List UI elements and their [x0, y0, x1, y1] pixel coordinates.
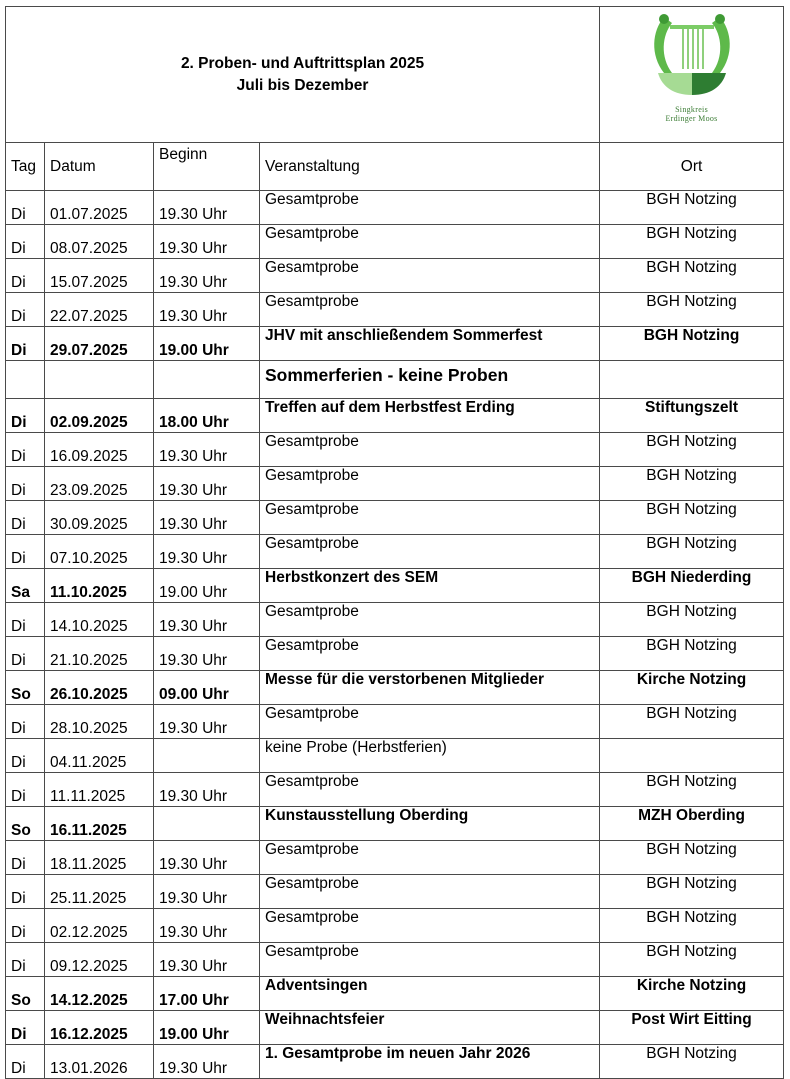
cell-veranstaltung: Gesamtprobe: [260, 841, 600, 875]
cell-veranstaltung: Treffen auf dem Herbstfest Erding: [260, 399, 600, 433]
cell-tag: Di: [6, 1011, 45, 1045]
cell-veranstaltung: Kunstausstellung Oberding: [260, 807, 600, 841]
cell-beginn: 19.30 Uhr: [154, 875, 260, 909]
title-cell: [6, 7, 600, 143]
cell-beginn: 17.00 Uhr: [154, 977, 260, 1011]
table-row: [6, 977, 784, 1011]
cell-veranstaltung: Gesamtprobe: [260, 535, 600, 569]
table-row: [6, 1045, 784, 1079]
cell-datum: 26.10.2025: [45, 671, 154, 705]
cell-veranstaltung: Gesamtprobe: [260, 433, 600, 467]
cell-ort: BGH Notzing: [600, 191, 784, 225]
cell-datum: 09.12.2025: [45, 943, 154, 977]
cell-tag: Di: [6, 535, 45, 569]
cell-beginn: 09.00 Uhr: [154, 671, 260, 705]
header-datum: Datum: [45, 143, 154, 191]
logo-cell: [600, 7, 784, 143]
table-row: [6, 467, 784, 501]
schedule-table: [5, 6, 784, 1079]
table-row: [6, 501, 784, 535]
document-title: 2. Proben- und Auftrittsplan 2025: [180, 54, 425, 72]
cell-veranstaltung: Gesamtprobe: [260, 501, 600, 535]
cell-datum: 22.07.2025: [45, 293, 154, 327]
table-row: [6, 671, 784, 705]
cell-tag: Di: [6, 259, 45, 293]
cell-tag: Di: [6, 909, 45, 943]
cell-beginn: 19.30 Uhr: [154, 191, 260, 225]
cell-ort: BGH Notzing: [600, 293, 784, 327]
cell-ort: BGH Notzing: [600, 875, 784, 909]
table-row: [6, 1011, 784, 1045]
cell-tag: Di: [6, 943, 45, 977]
cell-veranstaltung: Weihnachtsfeier: [260, 1011, 600, 1045]
table-row: [6, 637, 784, 671]
cell-datum: 07.10.2025: [45, 535, 154, 569]
cell-tag: Di: [6, 501, 45, 535]
cell-datum: 13.01.2026: [45, 1045, 154, 1079]
cell-tag: So: [6, 671, 45, 705]
cell-veranstaltung: Gesamtprobe: [260, 705, 600, 739]
table-row: [6, 773, 784, 807]
cell-tag: Di: [6, 327, 45, 361]
cell-datum: 01.07.2025: [45, 191, 154, 225]
cell-veranstaltung: Gesamtprobe: [260, 293, 600, 327]
cell-veranstaltung: Gesamtprobe: [260, 909, 600, 943]
cell-ort: [600, 739, 784, 773]
cell-tag: Di: [6, 225, 45, 259]
table-row: [6, 433, 784, 467]
cell-veranstaltung: Adventsingen: [260, 977, 600, 1011]
cell-datum: 28.10.2025: [45, 705, 154, 739]
logo-text: [605, 105, 778, 123]
cell-beginn: 19.30 Uhr: [154, 909, 260, 943]
cell-tag: Di: [6, 467, 45, 501]
cell-ort: BGH Notzing: [600, 467, 784, 501]
header-veranstaltung: Veranstaltung: [260, 143, 600, 191]
cell-datum: 02.12.2025: [45, 909, 154, 943]
cell-beginn: 19.30 Uhr: [154, 943, 260, 977]
cell-beginn: 19.30 Uhr: [154, 433, 260, 467]
cell-ort: Post Wirt Eitting: [600, 1011, 784, 1045]
cell-datum: 16.11.2025: [45, 807, 154, 841]
cell-veranstaltung: Gesamtprobe: [260, 225, 600, 259]
cell-datum: 23.09.2025: [45, 467, 154, 501]
cell-datum: 29.07.2025: [45, 327, 154, 361]
cell-veranstaltung: Gesamtprobe: [260, 191, 600, 225]
cell-ort: BGH Notzing: [600, 773, 784, 807]
cell-datum: 02.09.2025: [45, 399, 154, 433]
cell-beginn: 18.00 Uhr: [154, 399, 260, 433]
title-row: [6, 7, 784, 143]
cell-beginn: 19.30 Uhr: [154, 467, 260, 501]
cell-ort: [600, 361, 784, 399]
table-row: [6, 875, 784, 909]
table-row: [6, 807, 784, 841]
cell-tag: Di: [6, 875, 45, 909]
cell-ort: MZH Oberding: [600, 807, 784, 841]
cell-ort: BGH Notzing: [600, 841, 784, 875]
cell-beginn: [154, 739, 260, 773]
cell-beginn: [154, 807, 260, 841]
cell-datum: 11.11.2025: [45, 773, 154, 807]
cell-tag: Di: [6, 399, 45, 433]
cell-datum: [45, 361, 154, 399]
table-row: [6, 361, 784, 399]
table-row: [6, 191, 784, 225]
table-row: [6, 909, 784, 943]
table-row: [6, 259, 784, 293]
cell-tag: [6, 361, 45, 399]
cell-beginn: 19.30 Uhr: [154, 535, 260, 569]
cell-tag: Di: [6, 433, 45, 467]
cell-beginn: 19.00 Uhr: [154, 1011, 260, 1045]
cell-veranstaltung: Herbstkonzert des SEM: [260, 569, 600, 603]
cell-veranstaltung: Gesamtprobe: [260, 603, 600, 637]
cell-beginn: 19.30 Uhr: [154, 603, 260, 637]
cell-veranstaltung: Gesamtprobe: [260, 943, 600, 977]
cell-ort: BGH Notzing: [600, 433, 784, 467]
table-row: [6, 603, 784, 637]
cell-beginn: [154, 361, 260, 399]
cell-beginn: 19.00 Uhr: [154, 327, 260, 361]
logo-line1: Singkreis: [675, 105, 708, 114]
cell-tag: Di: [6, 739, 45, 773]
cell-ort: BGH Notzing: [600, 501, 784, 535]
cell-beginn: 19.30 Uhr: [154, 501, 260, 535]
cell-ort: BGH Notzing: [600, 259, 784, 293]
header-row: [6, 143, 784, 191]
cell-datum: 30.09.2025: [45, 501, 154, 535]
cell-ort: BGH Niederding: [600, 569, 784, 603]
cell-beginn: 19.30 Uhr: [154, 293, 260, 327]
table-row: [6, 841, 784, 875]
cell-veranstaltung: Gesamtprobe: [260, 467, 600, 501]
table-row: [6, 225, 784, 259]
cell-datum: 18.11.2025: [45, 841, 154, 875]
cell-tag: So: [6, 807, 45, 841]
cell-ort: BGH Notzing: [600, 225, 784, 259]
cell-beginn: 19.30 Uhr: [154, 1045, 260, 1079]
cell-veranstaltung: JHV mit anschließendem Sommerfest: [260, 327, 600, 361]
cell-veranstaltung: Gesamtprobe: [260, 875, 600, 909]
cell-veranstaltung: 1. Gesamtprobe im neuen Jahr 2026: [260, 1045, 600, 1079]
table-row: [6, 705, 784, 739]
cell-datum: 15.07.2025: [45, 259, 154, 293]
cell-ort: BGH Notzing: [600, 327, 784, 361]
cell-tag: So: [6, 977, 45, 1011]
cell-veranstaltung: keine Probe (Herbstferien): [260, 739, 600, 773]
cell-tag: Di: [6, 191, 45, 225]
cell-datum: 08.07.2025: [45, 225, 154, 259]
cell-datum: 14.12.2025: [45, 977, 154, 1011]
cell-beginn: 19.30 Uhr: [154, 705, 260, 739]
header-tag: Tag: [6, 143, 45, 191]
cell-beginn: 19.30 Uhr: [154, 773, 260, 807]
cell-ort: BGH Notzing: [600, 535, 784, 569]
cell-tag: Sa: [6, 569, 45, 603]
header-beginn: Beginn: [154, 143, 260, 191]
cell-ort: BGH Notzing: [600, 943, 784, 977]
cell-datum: 04.11.2025: [45, 739, 154, 773]
cell-tag: Di: [6, 705, 45, 739]
cell-datum: 25.11.2025: [45, 875, 154, 909]
cell-datum: 21.10.2025: [45, 637, 154, 671]
table-row: [6, 535, 784, 569]
cell-ort: Kirche Notzing: [600, 977, 784, 1011]
header-ort: Ort: [600, 143, 784, 191]
cell-veranstaltung: Gesamtprobe: [260, 773, 600, 807]
table-row: [6, 293, 784, 327]
table-row: [6, 569, 784, 603]
cell-veranstaltung: Messe für die verstorbenen Mitglieder: [260, 671, 600, 705]
logo-line2: Erdinger Moos: [665, 114, 718, 123]
cell-ort: BGH Notzing: [600, 705, 784, 739]
cell-ort: Stiftungszelt: [600, 399, 784, 433]
cell-tag: Di: [6, 841, 45, 875]
cell-ort: BGH Notzing: [600, 909, 784, 943]
cell-datum: 16.12.2025: [45, 1011, 154, 1045]
cell-tag: Di: [6, 293, 45, 327]
cell-tag: Di: [6, 1045, 45, 1079]
cell-ort: Kirche Notzing: [600, 671, 784, 705]
cell-tag: Di: [6, 773, 45, 807]
cell-tag: Di: [6, 603, 45, 637]
cell-ort: BGH Notzing: [600, 603, 784, 637]
lyre-icon: [644, 11, 740, 103]
cell-beginn: 19.30 Uhr: [154, 841, 260, 875]
cell-veranstaltung: Gesamtprobe: [260, 637, 600, 671]
table-row: [6, 943, 784, 977]
cell-beginn: 19.30 Uhr: [154, 225, 260, 259]
cell-veranstaltung: Gesamtprobe: [260, 259, 600, 293]
document-subtitle: Juli bis Dezember: [236, 76, 369, 94]
cell-ort: BGH Notzing: [600, 1045, 784, 1079]
cell-beginn: 19.00 Uhr: [154, 569, 260, 603]
table-row: [6, 399, 784, 433]
table-row: [6, 327, 784, 361]
cell-ort: BGH Notzing: [600, 637, 784, 671]
cell-veranstaltung: Sommerferien - keine Proben: [260, 361, 600, 399]
cell-datum: 14.10.2025: [45, 603, 154, 637]
cell-beginn: 19.30 Uhr: [154, 259, 260, 293]
cell-datum: 16.09.2025: [45, 433, 154, 467]
cell-beginn: 19.30 Uhr: [154, 637, 260, 671]
cell-tag: Di: [6, 637, 45, 671]
table-row: [6, 739, 784, 773]
cell-datum: 11.10.2025: [45, 569, 154, 603]
